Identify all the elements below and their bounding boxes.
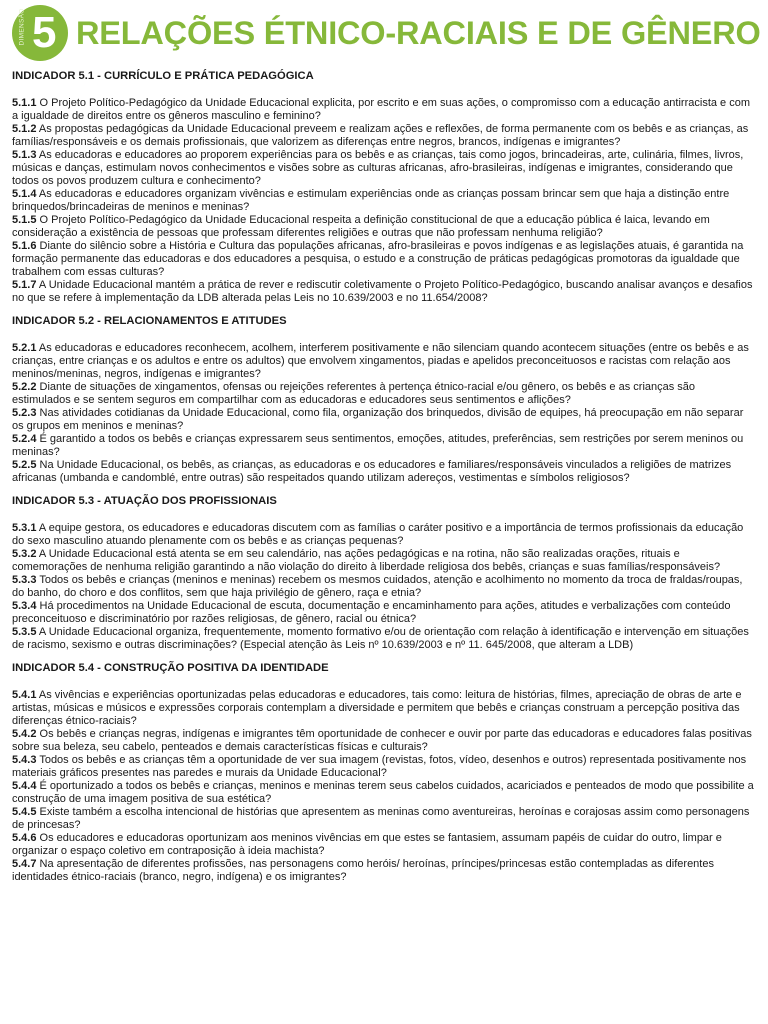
item-text: É oportunizado a todos os bebês e crianças, meninos e meninas terem seus cabelos cuidados, acariciados e penteados de modo que possibilite a construção de uma imagem positiva de sua estética? [12, 780, 754, 805]
item-number: 5.1.3 [12, 149, 37, 161]
item-number: 5.1.2 [12, 123, 37, 135]
item-number: 5.3.3 [12, 574, 37, 586]
item-number: 5.3.5 [12, 626, 37, 638]
item-number: 5.2.1 [12, 342, 37, 354]
dimension-badge-number: 5 [32, 8, 57, 57]
indicator-item [12, 600, 756, 626]
indicator-item [12, 149, 756, 188]
indicator-item [12, 806, 756, 832]
indicator-item [12, 433, 756, 459]
indicator-item [12, 381, 756, 407]
indicator-item [12, 342, 756, 381]
indicator-item [12, 626, 756, 652]
indicator-item [12, 754, 756, 780]
indicator-name: CONSTRUÇÃO POSITIVA DA IDENTIDADE [104, 662, 329, 674]
item-text: Os educadores e educadoras oportunizam aos meninos vivências em que estes se fantasiem, assumam papéis de cuidar do outro, limpar e organizar o espaço coletivo em contraposição à ideia machista? [12, 832, 722, 857]
dimension-badge [12, 5, 68, 61]
indicator-item [12, 574, 756, 600]
indicator-item [12, 728, 756, 754]
item-text: As vivências e experiências oportunizadas pelas educadoras e educadores, tais como: leitura de histórias, filmes, apreciação de obras de arte e artistas, músicas e músicos e expressões corporais contemplam a diversidade e permitem que bebês e crianças construam a percepção positiva das diferenças étnico-raciais? [12, 689, 742, 727]
indicator-name: CURRÍCULO E PRÁTICA PEDAGÓGICA [104, 70, 314, 82]
item-text: As educadoras e educadores ao proporem experiências para os bebês e as crianças, tais como jogos, brincadeiras, arte, culinária, filmes, livros, músicas e danças, estimulam novos conhecimentos e visões sobre as culturas africanas, afro-brasileiras, indígenas e imigrantes, considerando que todos os povos produzem cultura e conhecimento? [12, 149, 744, 187]
indicator-item [12, 780, 756, 806]
item-text: A Unidade Educacional está atenta se em seu calendário, nas ações pedagógicas e na rotina, não são realizadas orações, rituais e comemorações de nenhuma religião garantindo a não violação do direito à liberdade religiosa dos bebês, crianças e suas famílias/responsáveis? [12, 548, 721, 573]
item-number: 5.2.2 [12, 381, 37, 393]
item-text: O Projeto Político-Pedagógico da Unidade Educacional respeita a definição constitucional de que a educação pública é laica, levando em consideração a existência de pessoas que professam diferentes religiões e outras que não professam nenhuma religião? [12, 214, 710, 239]
indicator-title [12, 315, 756, 328]
item-text: Existe também a escolha intencional de histórias que apresentem as meninas como aventureiras, heroínas e corajosas assim como personagens de princesas? [12, 806, 750, 831]
item-number: 5.4.4 [12, 780, 37, 792]
indicator-section [12, 662, 756, 884]
indicator-prefix: INDICADOR 5.4 - [12, 662, 104, 674]
indicator-item [12, 832, 756, 858]
item-text: Diante de situações de xingamentos, ofensas ou rejeições referentes à pertença étnico-racial e/ou gênero, os bebês e as crianças são estimulados e se sentem seguros em compartilhar com as educadoras e educadores seus sentimentos e aflições? [12, 381, 696, 406]
indicator-item [12, 407, 756, 433]
item-text: O Projeto Político-Pedagógico da Unidade Educacional explicita, por escrito e em suas ações, o compromisso com a educação antirracista e com a igualdade de direitos entre os gêneros masculino e feminino? [12, 97, 750, 122]
page-header [12, 0, 761, 66]
indicator-title [12, 495, 756, 508]
indicator-name: RELACIONAMENTOS E ATITUDES [104, 315, 287, 327]
item-text: Há procedimentos na Unidade Educacional de escuta, documentação e encaminhamento para ações, atitudes e verbalizações com conteúdo preconceituoso e discriminatório por razões religiosas, de gênero, racial ou étnica? [12, 600, 731, 625]
indicator-item [12, 188, 756, 214]
page-title: RELAÇÕES ÉTNICO-RACIAIS E DE GÊNERO [76, 14, 761, 51]
item-text: Diante do silêncio sobre a História e Cultura das populações africanas, afro-brasileiras e povos indígenas e as legislações atuais, é garantida na formação permanente das educadoras e dos educadores a pesquisa, o estudo e a construção de práticas pedagógicas promotoras da igualdade que trabalhem com essas culturas? [12, 240, 744, 278]
item-text: É garantido a todos os bebês e crianças expressarem seus sentimentos, emoções, atitudes, preferências, sem restrições por serem meninos ou meninas? [12, 433, 744, 458]
indicator-prefix: INDICADOR 5.2 - [12, 315, 104, 327]
item-text: Na apresentação de diferentes profissões, nas personagens como heróis/ heroínas, príncipes/princesas estão contempladas as diferentes identidades étnico-raciais (branco, negro, indígena) e os imigrantes? [12, 858, 714, 883]
indicator-section [12, 315, 756, 485]
item-number: 5.4.6 [12, 832, 37, 844]
item-number: 5.1.4 [12, 188, 37, 200]
item-text: As propostas pedagógicas da Unidade Educacional preveem e realizam ações e reflexões, de forma permanente com os bebês e as crianças, as famílias/responsáveis e os demais profissionais, que valorizem as diferenças entre negros, brancos, indígenas e imigrantes? [12, 123, 749, 148]
indicator-section [12, 70, 756, 305]
item-text: As educadoras e educadores reconhecem, acolhem, interferem positivamente e não silenciam quando acontecem situações (entre os bebês e as crianças, entre crianças e os adultos e entre os adultos) que envolvem xingamentos, piadas e apelidos preconceituosos e racistas com relação aos meninos/meninas, negros, indígenas e imigrantes? [12, 342, 749, 380]
indicator-item [12, 240, 756, 279]
item-text: Todos os bebês e crianças (meninos e meninas) recebem os mesmos cuidados, atenção e acolhimento no momento da troca de fraldas/roupas, do banho, do choro e dos conflitos, sem que haja privilégio de gênero, raça e etnia? [12, 574, 743, 599]
item-number: 5.3.1 [12, 522, 37, 534]
indicator-item [12, 858, 756, 884]
item-number: 5.1.5 [12, 214, 37, 226]
item-number: 5.2.4 [12, 433, 37, 445]
indicator-item [12, 689, 756, 728]
item-number: 5.4.2 [12, 728, 37, 740]
indicator-item [12, 459, 756, 485]
item-number: 5.4.7 [12, 858, 37, 870]
item-text: A Unidade Educacional organiza, frequentemente, momento formativo e/ou de orientação com relação à identificação e intervenção em situações de racismo, sexismo e outras discriminações? (Especial atenção às Leis nº 10.639/2003 e nº 11. 645/2008, que alteram a LDB) [12, 626, 749, 651]
indicator-prefix: INDICADOR 5.3 - [12, 495, 104, 507]
item-number: 5.3.2 [12, 548, 37, 560]
item-number: 5.2.5 [12, 459, 37, 471]
dimension-badge-label: DIMENSÃO [18, 8, 26, 46]
indicator-section [12, 495, 756, 652]
item-number: 5.4.1 [12, 689, 37, 701]
item-number: 5.4.5 [12, 806, 37, 818]
item-text: Na Unidade Educacional, os bebês, as crianças, as educadoras e os educadores e familiares/responsáveis vinculados a religiões de matrizes africanas (umbanda e candomblé, entre outras) são respeitados quando utilizam adereços, vestimentas e símbolos religiosos? [12, 459, 732, 484]
item-number: 5.4.3 [12, 754, 37, 766]
item-number: 5.1.7 [12, 279, 37, 291]
item-number: 5.2.3 [12, 407, 37, 419]
indicator-item [12, 214, 756, 240]
item-number: 5.1.1 [12, 97, 37, 109]
item-text: Os bebês e crianças negras, indígenas e imigrantes têm oportunidade de conhecer e ouvir por parte das educadoras e educadores falas positivas sobre sua beleza, seu cabelo, penteados e demais características físicas e culturais? [12, 728, 752, 753]
item-number: 5.1.6 [12, 240, 37, 252]
item-number: 5.3.4 [12, 600, 37, 612]
indicator-item [12, 123, 756, 149]
indicator-name: ATUAÇÃO DOS PROFISSIONAIS [103, 495, 277, 507]
item-text: Nas atividades cotidianas da Unidade Educacional, como fila, organização dos brinquedos, divisão de equipes, há preocupação em não separar os grupos em meninos e meninas? [12, 407, 744, 432]
indicator-title [12, 662, 756, 675]
indicator-sections [12, 70, 756, 884]
indicator-title [12, 70, 756, 83]
item-text: Todos os bebês e as crianças têm a oportunidade de ver sua imagem (revistas, fotos, vídeo, desenhos e outros) representada positivamente nos materiais gráficos presentes nas paredes e murais da Unidade Educacional? [12, 754, 747, 779]
indicator-item [12, 522, 756, 548]
indicator-item [12, 548, 756, 574]
item-text: A equipe gestora, os educadores e educadoras discutem com as famílias o caráter positivo e a importância de termos profissionais da educação do sexo masculino atuando plenamente com os bebês e as crianças pequenas? [12, 522, 744, 547]
indicator-item [12, 97, 756, 123]
item-text: A Unidade Educacional mantém a prática de rever e rediscutir coletivamente o Projeto Político-Pedagógico, buscando analisar avanços e desafios no que se refere à implementação da LDB alterada pelas Leis no 10.639/2003 e no 11.654/2008? [12, 279, 753, 304]
item-text: As educadoras e educadores organizam vivências e estimulam experiências onde as crianças possam brincar sem que haja a distinção entre brinquedos/brincadeiras de meninos e meninas? [12, 188, 730, 213]
indicator-prefix: INDICADOR 5.1 - [12, 70, 104, 82]
indicator-item [12, 279, 756, 305]
